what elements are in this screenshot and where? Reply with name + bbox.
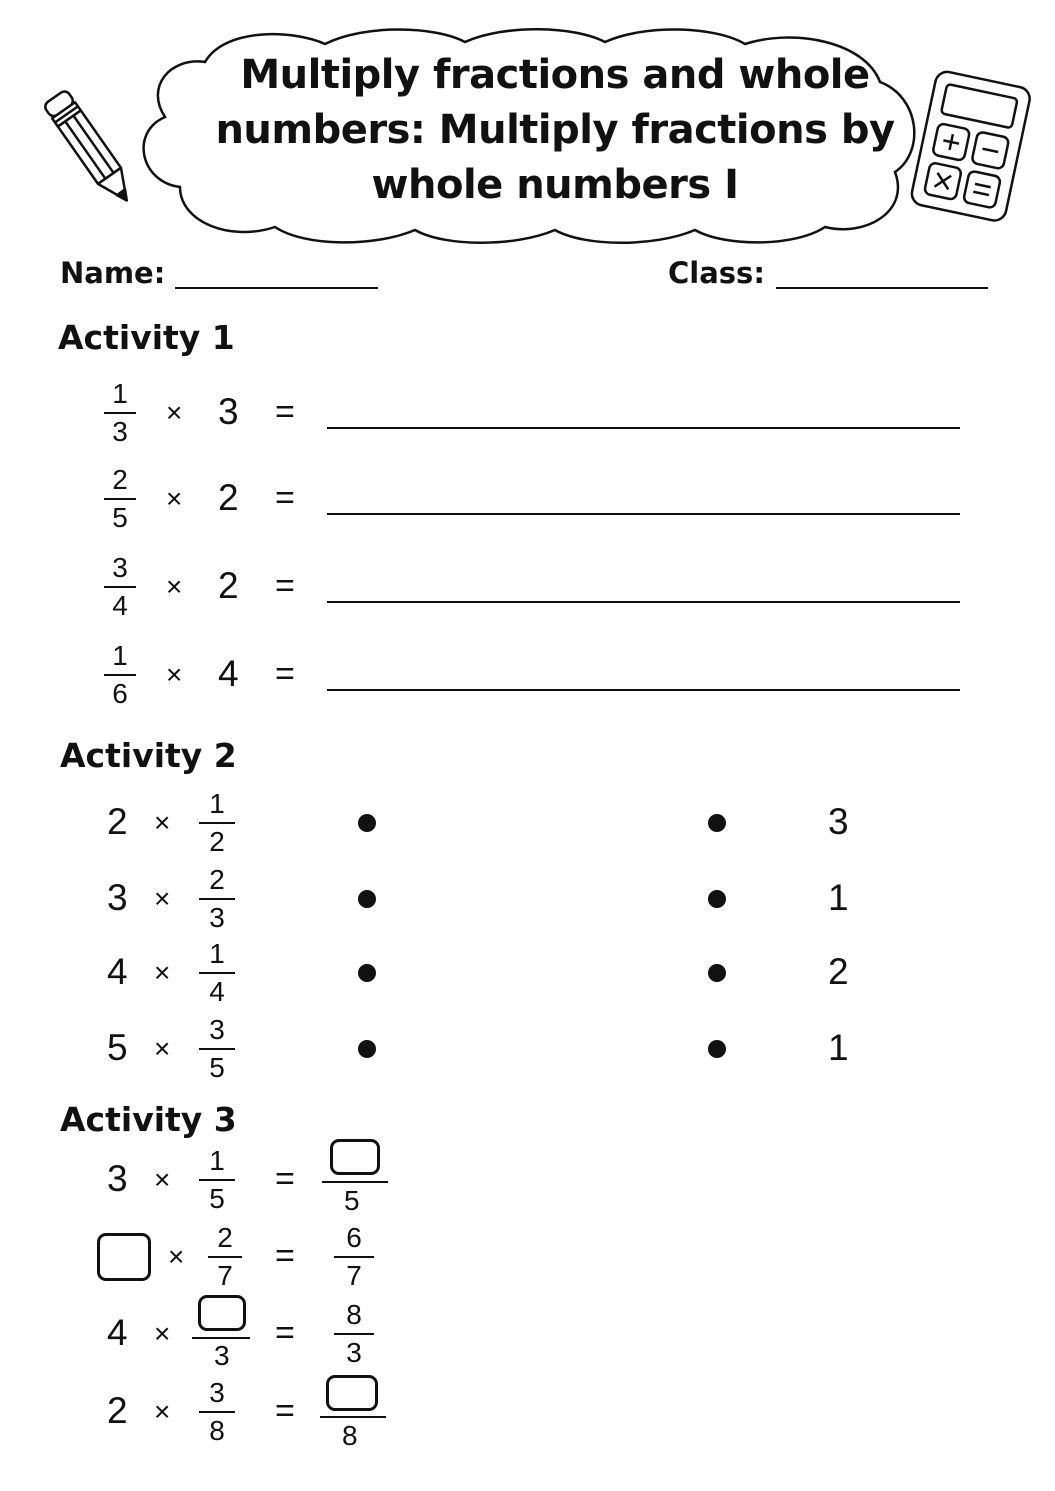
numerator: 3 [112,552,128,583]
result-fraction [334,1223,374,1291]
denominator: 2 [209,826,225,857]
numerator: 2 [112,464,128,495]
match-dot-right[interactable] [708,964,726,982]
answer-line[interactable] [327,513,960,515]
activity3-heading: Activity 3 [60,1100,237,1139]
denominator: 3 [209,902,225,933]
answer-box-numerator[interactable] [326,1375,378,1411]
whole-number: 4 [107,951,128,992]
name-label: Name: [60,256,166,290]
times-sign: × [166,571,183,602]
calculator-icon [905,68,1035,223]
numerator: 6 [346,1222,362,1253]
numerator: 8 [346,1299,362,1330]
numerator: 1 [112,640,128,671]
fraction [199,865,235,933]
fraction [199,939,235,1007]
match-answer: 1 [828,1027,849,1068]
times-sign: × [154,1033,171,1064]
fraction [104,379,136,447]
answer-box-numerator[interactable] [330,1139,380,1175]
denominator: 4 [112,590,128,621]
equals-sign: = [275,1392,295,1430]
match-answer: 1 [828,877,849,918]
numerator: 3 [209,1014,225,1045]
fraction [199,789,235,857]
numerator: 1 [209,788,225,819]
equals-sign: = [275,655,295,693]
class-label: Class: [668,256,765,290]
equals-sign: = [275,479,295,517]
page-title: Multiply fractions and whole numbers: Multiply fractions by whole numbers I [215,52,895,208]
answer-box-numerator[interactable] [198,1295,246,1331]
times-sign: × [166,659,183,690]
numerator: 2 [209,864,225,895]
times-sign: × [166,483,183,514]
numerator: 1 [112,378,128,409]
activity2-heading: Activity 2 [60,736,237,775]
times-sign: × [166,397,183,428]
times-sign: × [168,1241,185,1272]
name-field[interactable] [175,287,378,289]
whole-number: 4 [107,1312,128,1353]
fraction [199,1146,235,1214]
denominator: 8 [342,1420,358,1451]
answer-line[interactable] [327,427,960,429]
answer-line[interactable] [327,601,960,603]
denominator: 4 [209,976,225,1007]
denominator: 3 [214,1340,230,1371]
match-dot-right[interactable] [708,814,726,832]
class-field[interactable] [776,287,988,289]
fraction [208,1223,242,1291]
whole-number: 2 [218,477,239,518]
times-sign: × [154,883,171,914]
fraction [104,641,136,709]
fraction [104,553,136,621]
times-sign: × [154,1164,171,1195]
match-answer: 3 [828,801,849,842]
numerator: 2 [217,1222,233,1253]
match-dot-right[interactable] [708,890,726,908]
match-answer: 2 [828,951,849,992]
answer-line[interactable] [327,689,960,691]
denominator: 7 [346,1260,362,1291]
numerator: 1 [209,1145,225,1176]
pencil-icon [40,78,140,218]
denominator: 5 [209,1183,225,1214]
denominator: 8 [209,1415,225,1446]
times-sign: × [154,807,171,838]
match-dot-left[interactable] [358,890,376,908]
times-sign: × [154,1396,171,1427]
denominator: 3 [112,416,128,447]
match-dot-left[interactable] [358,1040,376,1058]
denominator: 5 [112,502,128,533]
whole-number: 4 [218,653,239,694]
denominator: 7 [217,1260,233,1291]
match-dot-left[interactable] [358,814,376,832]
match-dot-right[interactable] [708,1040,726,1058]
whole-number: 3 [107,1158,128,1199]
activity1-heading: Activity 1 [58,318,235,357]
times-sign: × [154,1318,171,1349]
times-sign: × [154,957,171,988]
whole-number: 2 [107,801,128,842]
fraction-bar [320,1416,386,1418]
match-dot-left[interactable] [358,964,376,982]
whole-number: 3 [107,877,128,918]
answer-box-whole[interactable] [97,1233,151,1281]
numerator: 1 [209,938,225,969]
whole-number: 5 [107,1027,128,1068]
fraction [104,465,136,533]
equals-sign: = [275,1237,295,1275]
fraction-bar [192,1337,250,1339]
fraction [199,1015,235,1083]
fraction-bar [322,1181,388,1183]
denominator: 6 [112,678,128,709]
whole-number: 3 [218,391,239,432]
equals-sign: = [275,1314,295,1352]
whole-number: 2 [107,1390,128,1431]
fraction [199,1378,235,1446]
numerator: 3 [209,1377,225,1408]
equals-sign: = [275,567,295,605]
denominator: 5 [344,1185,360,1216]
whole-number: 2 [218,565,239,606]
equals-sign: = [275,393,295,431]
result-fraction [334,1300,374,1368]
denominator: 3 [346,1337,362,1368]
equals-sign: = [275,1160,295,1198]
denominator: 5 [209,1052,225,1083]
